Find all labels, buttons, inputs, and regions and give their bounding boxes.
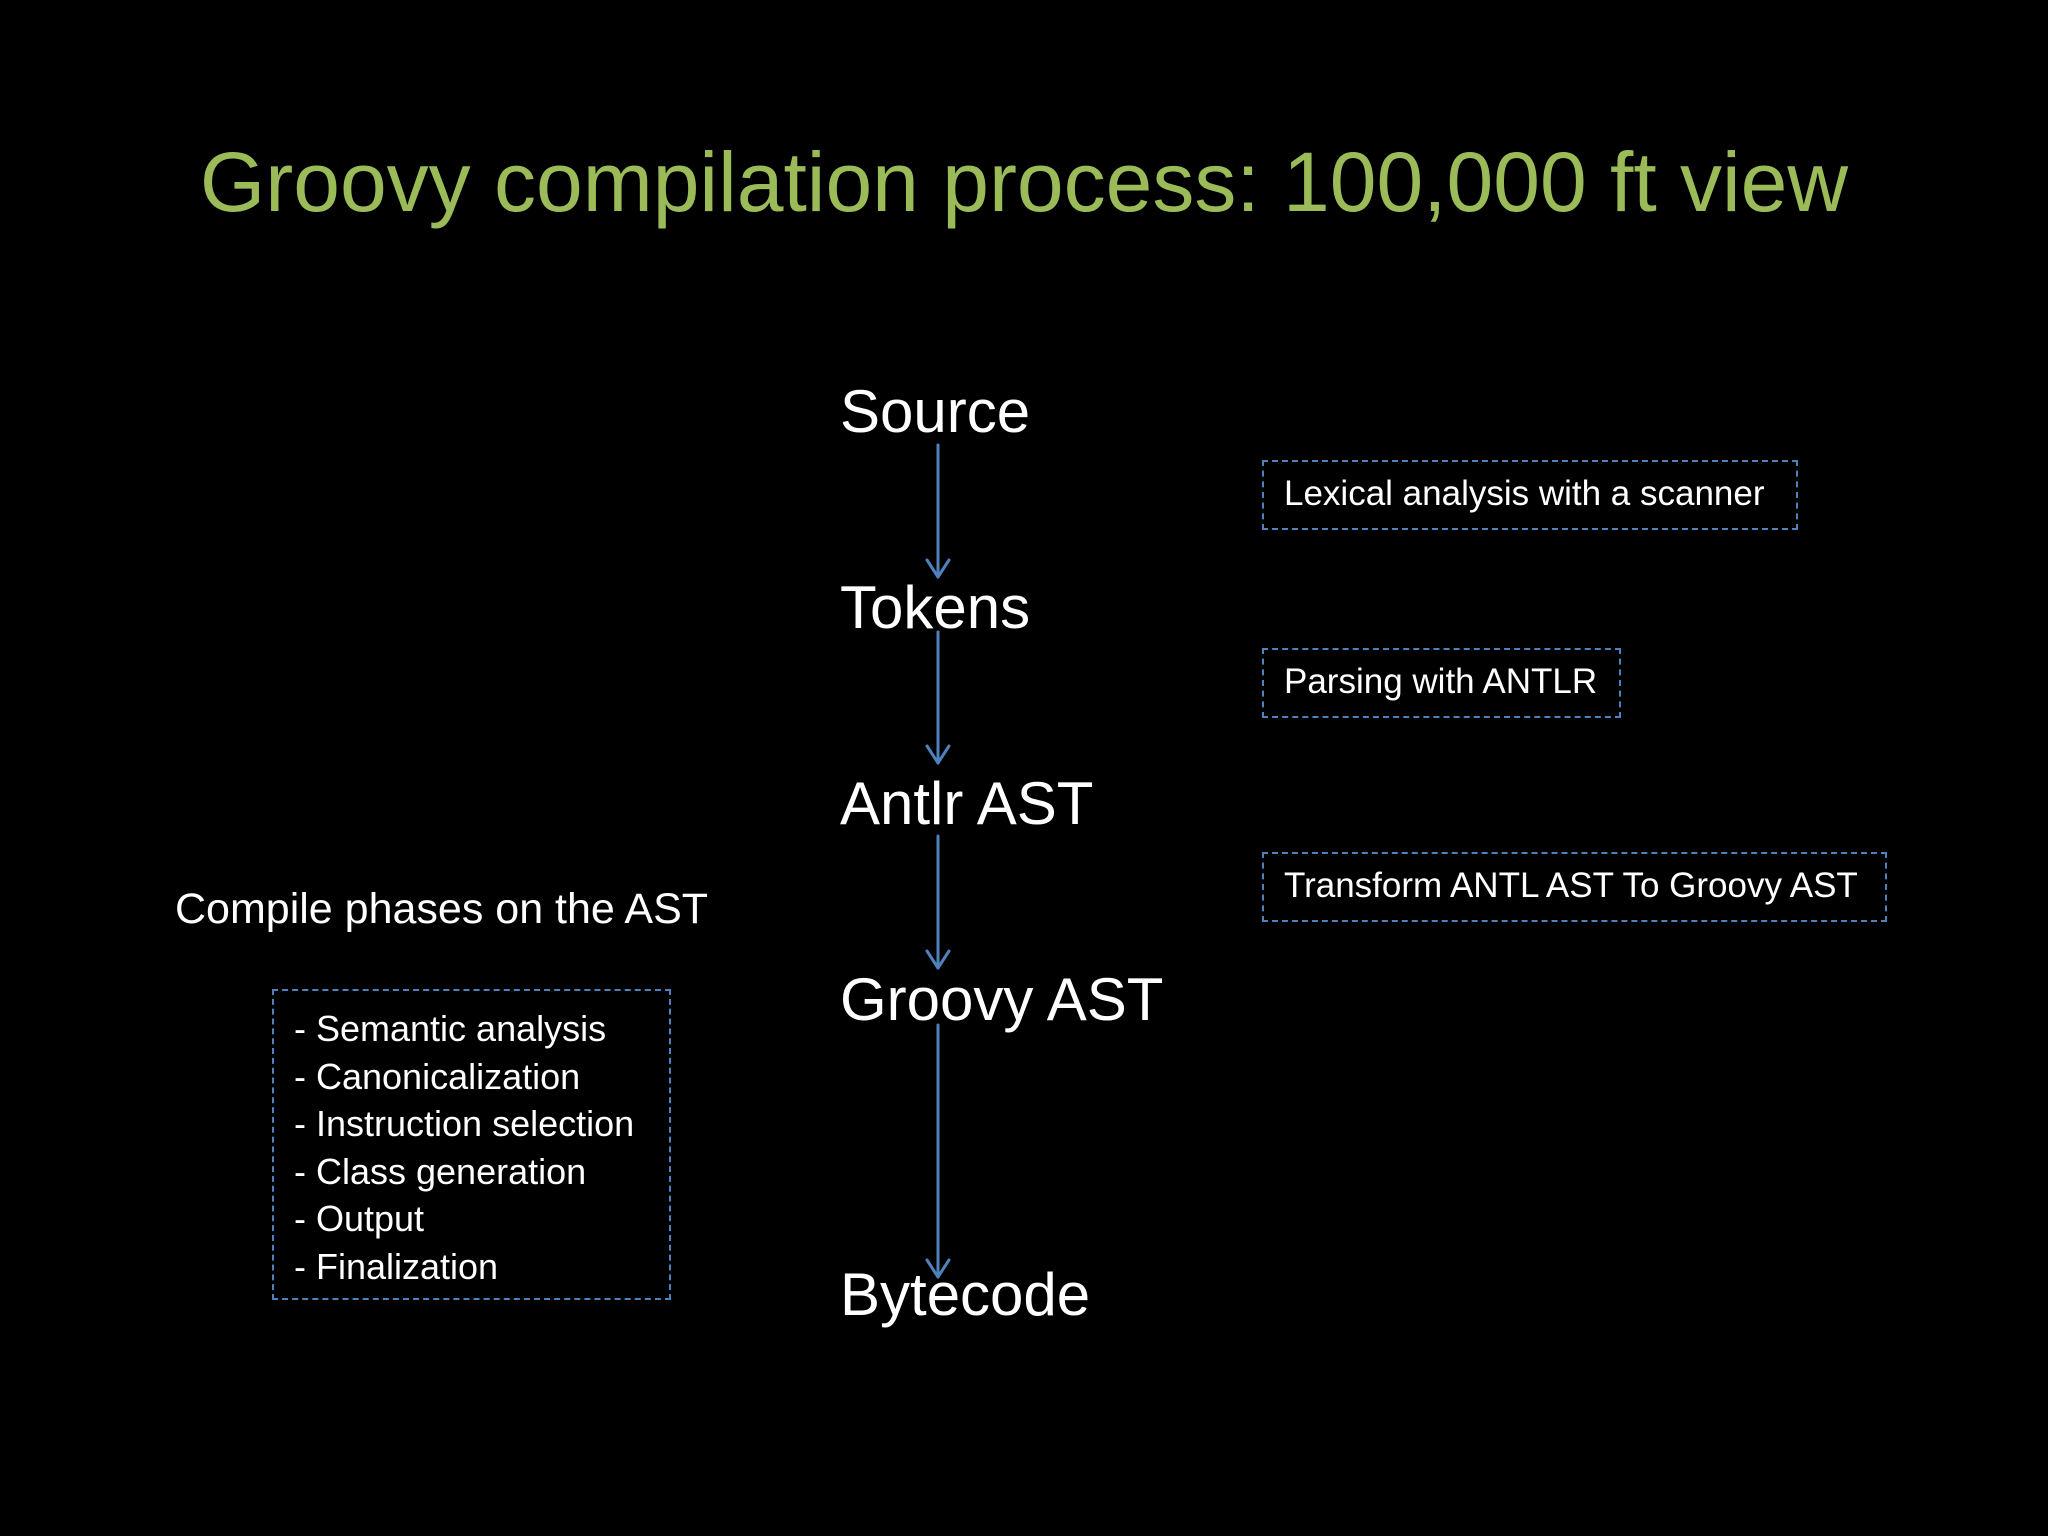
stage-source: Source <box>840 378 1031 445</box>
note-lexical-analysis: Lexical analysis with a scanner <box>1262 460 1798 530</box>
slide-title: Groovy compilation process: 100,000 ft view <box>199 135 1849 229</box>
phase-finalization: - Finalization <box>294 1245 499 1287</box>
compile-phases-heading: Compile phases on the AST <box>175 885 709 933</box>
stage-antlr-ast: Antlr AST <box>840 770 1094 837</box>
note-parsing: Parsing with ANTLR <box>1262 648 1621 718</box>
compile-phases-box <box>272 989 671 1300</box>
stage-groovy-ast: Groovy AST <box>840 966 1164 1033</box>
arrow-source-to-tokens <box>927 445 949 577</box>
phase-instruction-selection: - Instruction selection <box>294 1103 635 1144</box>
arrow-groovy-ast-to-bytecode <box>927 1025 949 1277</box>
stage-bytecode: Bytecode <box>840 1261 1091 1328</box>
phase-semantic-analysis: - Semantic analysis <box>294 1008 607 1049</box>
phase-canonicalization: - Canonicalization <box>294 1055 581 1097</box>
arrow-antlr-ast-to-groovy-ast <box>927 836 949 968</box>
stage-tokens: Tokens <box>840 574 1031 641</box>
phase-output: - Output <box>294 1198 425 1239</box>
phase-class-generation: - Class generation <box>294 1150 587 1192</box>
note-transform: Transform ANTL AST To Groovy AST <box>1262 852 1887 922</box>
arrow-tokens-to-antlr-ast <box>927 632 949 763</box>
